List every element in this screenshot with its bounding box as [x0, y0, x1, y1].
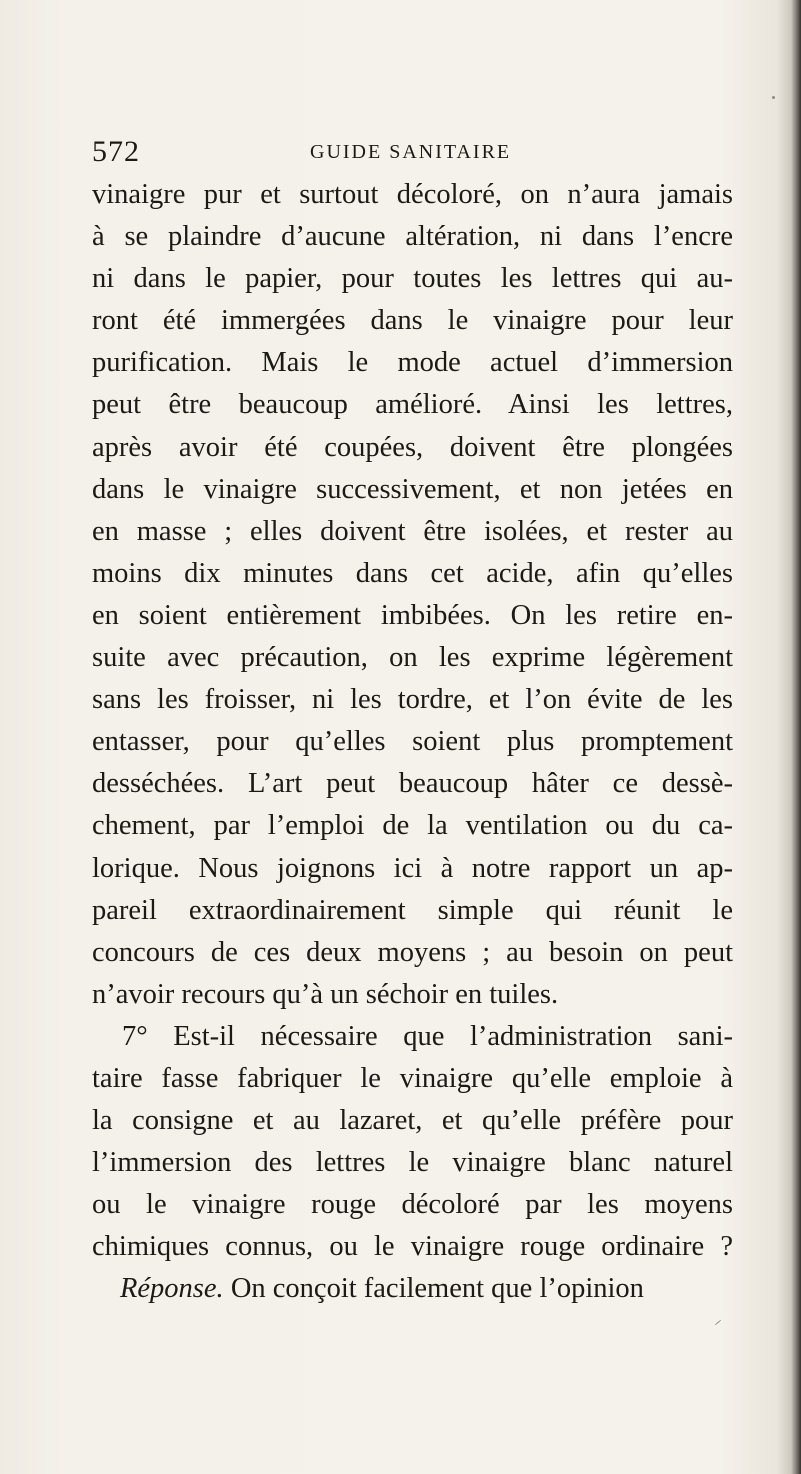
text-line: n’avoir recours qu’à un séchoir en tuiles. — [92, 978, 559, 1010]
text-line: ront été immergées dans le vinaigre pour leur — [92, 305, 733, 337]
text-line: entasser, pour qu’elles soient plus promptement — [92, 726, 733, 758]
text-line: vinaigre pur et surtout décoloré, on n’aura jamais — [92, 179, 733, 210]
text-line: pareil extraordinairement simple qui réunit le — [92, 894, 733, 926]
question-line: taire fasse fabriquer le vinaigre qu’elle emploie à — [92, 1062, 733, 1094]
response-line — [92, 1268, 733, 1310]
paper-speck — [715, 1320, 722, 1326]
question-line: la consigne et au lazaret, et qu’elle préfère pour — [92, 1105, 733, 1137]
text-line: après avoir été coupées, doivent être plongées — [92, 431, 733, 463]
question-line: chimiques connus, ou le vinaigre rouge ordinaire ? — [92, 1231, 733, 1263]
page-number: 572 — [92, 135, 140, 168]
text-line: suite avec précaution, on les exprime légèrement — [92, 642, 733, 674]
running-head: GUIDE SANITAIRE — [310, 141, 512, 163]
text-line: en soient entièrement imbibées. On les retire en- — [92, 599, 733, 631]
response-text: On conçoit facilement que l’opinion — [223, 1273, 644, 1305]
text-line: peut être beaucoup amélioré. Ainsi les lettres, — [92, 389, 733, 421]
text-line: concours de ces deux moyens ; au besoin on peut — [92, 936, 733, 968]
text-line: moins dix minutes dans cet acide, afin qu’elles — [92, 557, 733, 589]
question-line: 7° Est-il nécessaire que l’administration sani- — [122, 1020, 733, 1052]
text-line: à se plaindre d’aucune altération, ni dans l’encre — [92, 221, 733, 253]
text-line: sans les froisser, ni les tordre, et l’on évite de les — [92, 684, 733, 716]
page-edge-shadow — [791, 0, 801, 1474]
text-line: chement, par l’emploi de la ventilation ou du ca- — [92, 810, 733, 842]
text-line: en masse ; elles doivent être isolées, et rester au — [92, 515, 733, 547]
text-line: desséchées. L’art peut beaucoup hâter ce dessè- — [92, 768, 733, 800]
body-text — [92, 174, 733, 1311]
text-line: ni dans le papier, pour toutes les lettres qui au- — [92, 263, 733, 295]
response-label: Réponse. — [120, 1273, 224, 1305]
question-line: l’immersion des lettres le vinaigre blanc naturel — [92, 1147, 733, 1179]
question-line: ou le vinaigre rouge décoloré par les moyens — [92, 1189, 733, 1221]
text-line: purification. Mais le mode actuel d’immersion — [92, 347, 733, 379]
text-line: dans le vinaigre successivement, et non jetées en — [92, 473, 733, 505]
paper-speck — [772, 96, 775, 99]
text-line: lorique. Nous joignons ici à notre rapport un ap- — [92, 852, 733, 884]
page-header — [92, 132, 732, 172]
